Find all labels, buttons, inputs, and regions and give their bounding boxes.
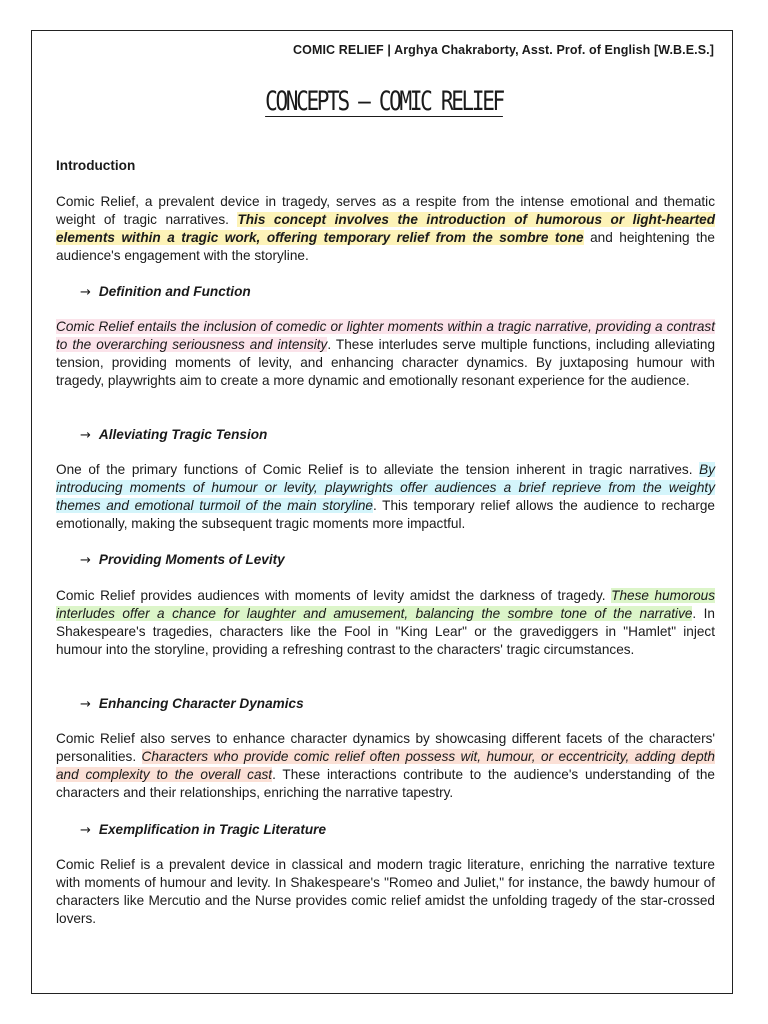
section-heading	[80, 696, 304, 712]
section-paragraph	[56, 730, 715, 802]
section-heading-text: Providing Moments of Levity	[98, 552, 285, 567]
section-text-before: Comic Relief provides audiences with moments of levity amidst the darkness of tragedy.	[56, 588, 612, 603]
section-paragraph	[56, 587, 715, 659]
section-paragraph	[56, 318, 715, 390]
intro-highlight: This concept involves the introduction of humorous or light-hearted elements within a tragic work, offering temporary relief from the sombre tone	[56, 212, 715, 245]
intro-heading: Introduction	[56, 158, 136, 173]
section-heading-text: Exemplification in Tragic Literature	[98, 822, 327, 837]
section-text-before: Comic Relief is a prevalent device in classical and modern tragic literature, enriching the narrative texture with moments of humour and levity. In Shakespeare's "Romeo and Juliet," for instance, the bawdy humour of characters like Mercutio and the Nurse provides comic relief amidst the unfolding tragedy of the star-crossed lovers.	[56, 857, 715, 926]
section-heading-text: Enhancing Character Dynamics	[98, 696, 304, 711]
section-text-after: . In Shakespeare's tragedies, characters like the Fool in "King Lear" or the gravediggers in "Hamlet" inject humour into the storyline, providing a refreshing contrast to the characters' tragic circumstances.	[56, 606, 715, 657]
arrow-icon: →	[80, 823, 91, 838]
arrow-icon: →	[80, 697, 91, 712]
page-title	[84, 86, 683, 117]
intro-text-after: and heightening the audience's engagement with the storyline.	[56, 230, 715, 263]
section-heading-text: Alleviating Tragic Tension	[98, 427, 268, 442]
section-text-after: . This temporary relief allows the audience to recharge emotionally, making the subsequent tragic moments more impactful.	[56, 498, 715, 531]
section-highlight: By introducing moments of humour or levity, playwrights offer audiences a brief reprieve from the weighty themes and emotional turmoil of the main storyline	[56, 462, 715, 513]
section-text-before: One of the primary functions of Comic Relief is to alleviate the tension inherent in tragic narratives.	[56, 462, 700, 477]
intro-paragraph	[56, 193, 715, 265]
section-text-after: . These interludes serve multiple functions, including alleviating tension, providing moments of levity, and enhancing character dynamics. By juxtaposing humour with tragedy, playwrights aim to create a more dynamic and emotionally resonant experience for the audience.	[56, 337, 715, 388]
intro-text-before: Comic Relief, a prevalent device in tragedy, serves as a respite from the intense emotional and thematic weight of tragic narratives.	[56, 194, 715, 227]
section-highlight: Characters who provide comic relief often possess wit, humour, or eccentricity, adding depth and complexity to the overall cast	[56, 749, 715, 782]
section-heading	[80, 284, 251, 300]
section-highlight: These humorous interludes offer a chance for laughter and amusement, balancing the sombre tone of the narrative	[56, 588, 715, 621]
section-heading	[80, 552, 285, 568]
running-head: COMIC RELIEF | Arghya Chakraborty, Asst. Prof. of English [W.B.E.S.]	[293, 43, 714, 57]
arrow-icon: →	[80, 553, 91, 568]
section-paragraph	[56, 856, 715, 928]
section-heading	[80, 427, 267, 443]
arrow-icon: →	[80, 428, 91, 443]
section-paragraph	[56, 461, 715, 533]
section-text-before: Comic Relief also serves to enhance character dynamics by showcasing different facets of the characters' personalities.	[56, 731, 715, 764]
section-heading-text: Definition and Function	[98, 284, 251, 299]
section-highlight: Comic Relief entails the inclusion of comedic or lighter moments within a tragic narrative, providing a contrast to the overarching seriousness and intensity	[56, 319, 715, 352]
section-text-after: . These interactions contribute to the audience's understanding of the characters and their relationships, enriching the narrative tapestry.	[56, 767, 715, 800]
arrow-icon: →	[80, 285, 91, 300]
page-title-text: CONCEPTS – COMIC RELIEF	[265, 86, 503, 117]
section-heading	[80, 822, 326, 838]
